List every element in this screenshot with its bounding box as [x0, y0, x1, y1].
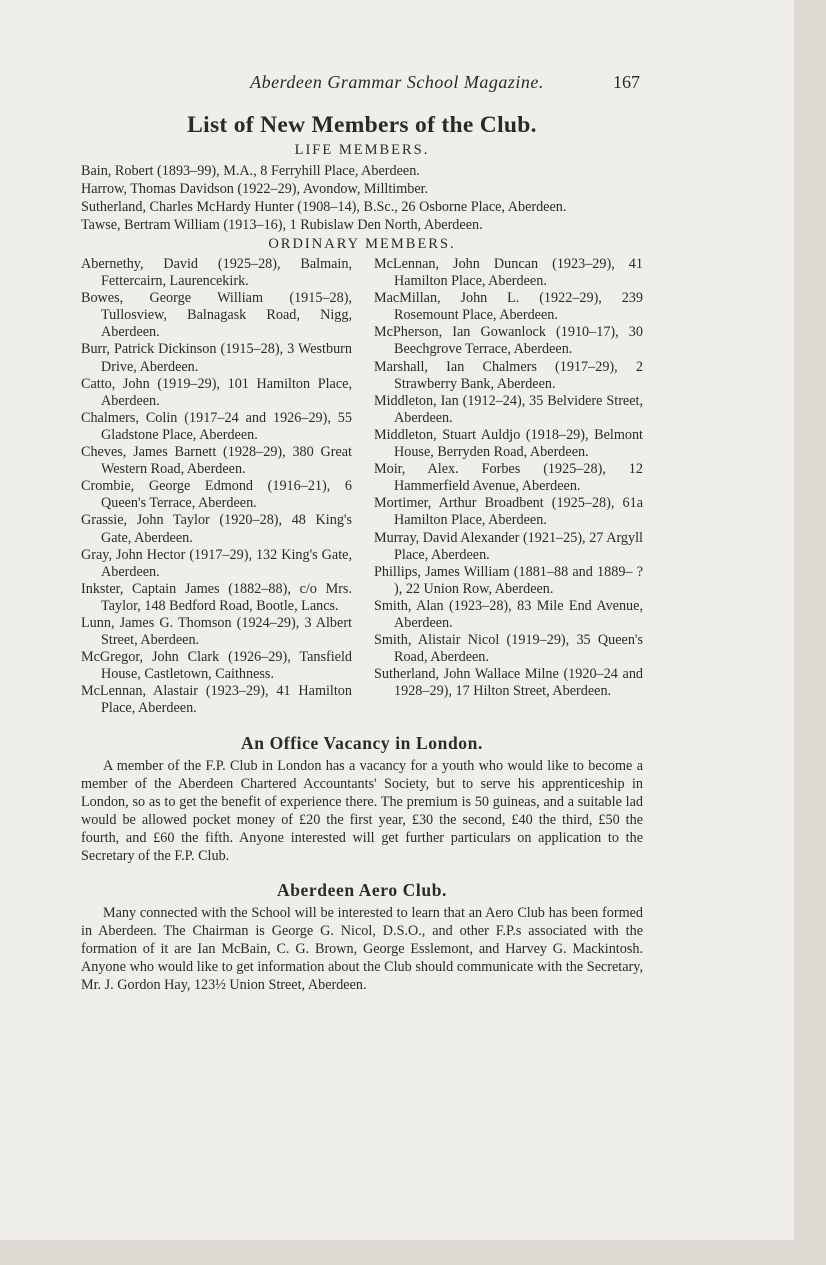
ordinary-member-entry: McLennan, John Duncan (1923–29), 41 Hamilton Place, Aberdeen.	[374, 256, 643, 290]
ordinary-member-entry: Abernethy, David (1925–28), Balmain, Fettercairn, Laurencekirk.	[81, 256, 352, 290]
aero-club-body: Many connected with the School will be interested to learn that an Aero Club has been formed in Aberdeen. The Chairman is George G. Nicol, D.S.O., and other F.P.s associated with the formation of it are Ian McBain, C. G. Brown, George Esslemont, and Harvey G. Mackintosh. Anyone who would like to get information about the Club should communicate with the Secretary, Mr. J. Gordon Hay, 123½ Union Street, Aberdeen.	[81, 904, 643, 993]
aero-club-title: Aberdeen Aero Club.	[276, 879, 448, 900]
main-title: List of New Members of the Club.	[187, 112, 537, 138]
ordinary-members-heading: ORDINARY MEMBERS.	[268, 236, 456, 252]
ordinary-member-entry: Mortimer, Arthur Broadbent (1925–28), 61a Hamilton Place, Aberdeen.	[374, 495, 643, 529]
ordinary-member-entry: Sutherland, John Wallace Milne (1920–24 and 1928–29), 17 Hilton Street, Aberdeen.	[374, 666, 643, 700]
ordinary-member-entry: Phillips, James William (1881–88 and 1889– ? ), 22 Union Row, Aberdeen.	[374, 563, 643, 597]
ordinary-member-entry: Murray, David Alexander (1921–25), 27 Argyll Place, Aberdeen.	[374, 529, 643, 563]
ordinary-member-entry: Cheves, James Barnett (1928–29), 380 Great Western Road, Aberdeen.	[81, 444, 352, 478]
ordinary-member-entry: MacMillan, John L. (1922–29), 239 Rosemount Place, Aberdeen.	[374, 290, 643, 324]
ordinary-member-entry: Catto, John (1919–29), 101 Hamilton Place, Aberdeen.	[81, 375, 352, 409]
ordinary-member-entry: McGregor, John Clark (1926–29), Tansfield House, Castletown, Caithness.	[81, 649, 352, 683]
running-title: Aberdeen Grammar School Magazine.	[250, 72, 544, 92]
ordinary-member-entry: Bowes, George William (1915–28), Tullosview, Balnagask Road, Nigg, Aberdeen.	[81, 290, 352, 341]
ordinary-member-entry: Chalmers, Colin (1917–24 and 1926–29), 55 Gladstone Place, Aberdeen.	[81, 409, 352, 443]
life-members-list	[81, 162, 643, 234]
office-vacancy-title: An Office Vacancy in London.	[241, 732, 483, 753]
life-member-entry: Harrow, Thomas Davidson (1922–29), Avondow, Milltimber.	[81, 181, 429, 197]
ordinary-member-entry: Smith, Alistair Nicol (1919–29), 35 Queen's Road, Aberdeen.	[374, 632, 643, 666]
ordinary-member-entry: Gray, John Hector (1917–29), 132 King's Gate, Aberdeen.	[81, 546, 352, 580]
life-member-entry: Bain, Robert (1893–99), M.A., 8 Ferryhill Place, Aberdeen.	[81, 163, 420, 179]
life-members-heading: LIFE MEMBERS.	[294, 142, 430, 158]
ordinary-member-entry: Burr, Patrick Dickinson (1915–28), 3 Westburn Drive, Aberdeen.	[81, 341, 352, 375]
life-member-entry: Sutherland, Charles McHardy Hunter (1908–14), B.Sc., 26 Osborne Place, Aberdeen.	[81, 199, 567, 215]
ordinary-member-entry: Marshall, Ian Chalmers (1917–29), 2 Strawberry Bank, Aberdeen.	[374, 358, 643, 392]
ordinary-members-columns	[81, 256, 643, 718]
ordinary-member-entry: Lunn, James G. Thomson (1924–29), 3 Albert Street, Aberdeen.	[81, 614, 352, 649]
ordinary-member-entry: Moir, Alex. Forbes (1925–28), 12 Hammerfield Avenue, Aberdeen.	[374, 461, 643, 495]
page-content	[81, 110, 643, 994]
ordinary-member-entry: McPherson, Ian Gowanlock (1910–17), 30 Beechgrove Terrace, Aberdeen.	[374, 324, 643, 358]
scan-edge-right	[794, 0, 826, 1265]
life-member-entry: Tawse, Bertram William (1913–16), 1 Rubislaw Den North, Aberdeen.	[81, 217, 483, 233]
scan-edge-bottom	[0, 1240, 826, 1265]
page-number: 167	[613, 72, 640, 92]
ordinary-member-entry: Inkster, Captain James (1882–88), c/o Mrs. Taylor, 148 Bedford Road, Bootle, Lancs.	[81, 580, 352, 614]
ordinary-member-entry: Crombie, George Edmond (1916–21), 6 Queen's Terrace, Aberdeen.	[81, 478, 352, 512]
ordinary-members-left-column	[81, 256, 352, 718]
ordinary-member-entry: Middleton, Stuart Auldjo (1918–29), Belmont House, Berryden Road, Aberdeen.	[374, 426, 643, 461]
ordinary-member-entry: McLennan, Alastair (1923–29), 41 Hamilton Place, Aberdeen.	[81, 683, 352, 717]
running-head	[0, 72, 794, 96]
office-vacancy-body: A member of the F.P. Club in London has a vacancy for a youth who would like to become a member of the Aberdeen Chartered Accountants' Society, but to serve his apprenticeship in London, so as to get the benefit of experience there. The premium is 50 guineas, and a suitable lad would be allowed pocket money of £20 the first year, £30 the second, £40 the third, £50 the fourth, and £60 the fifth. Anyone interested will get further particulars on application to the Secretary of the F.P. Club.	[81, 757, 643, 864]
ordinary-member-entry: Smith, Alan (1923–28), 83 Mile End Avenue, Aberdeen.	[374, 597, 643, 631]
ordinary-member-entry: Grassie, John Taylor (1920–28), 48 King's Gate, Aberdeen.	[81, 512, 352, 546]
ordinary-members-right-column	[374, 256, 643, 718]
ordinary-member-entry: Middleton, Ian (1912–24), 35 Belvidere Street, Aberdeen.	[374, 392, 643, 426]
